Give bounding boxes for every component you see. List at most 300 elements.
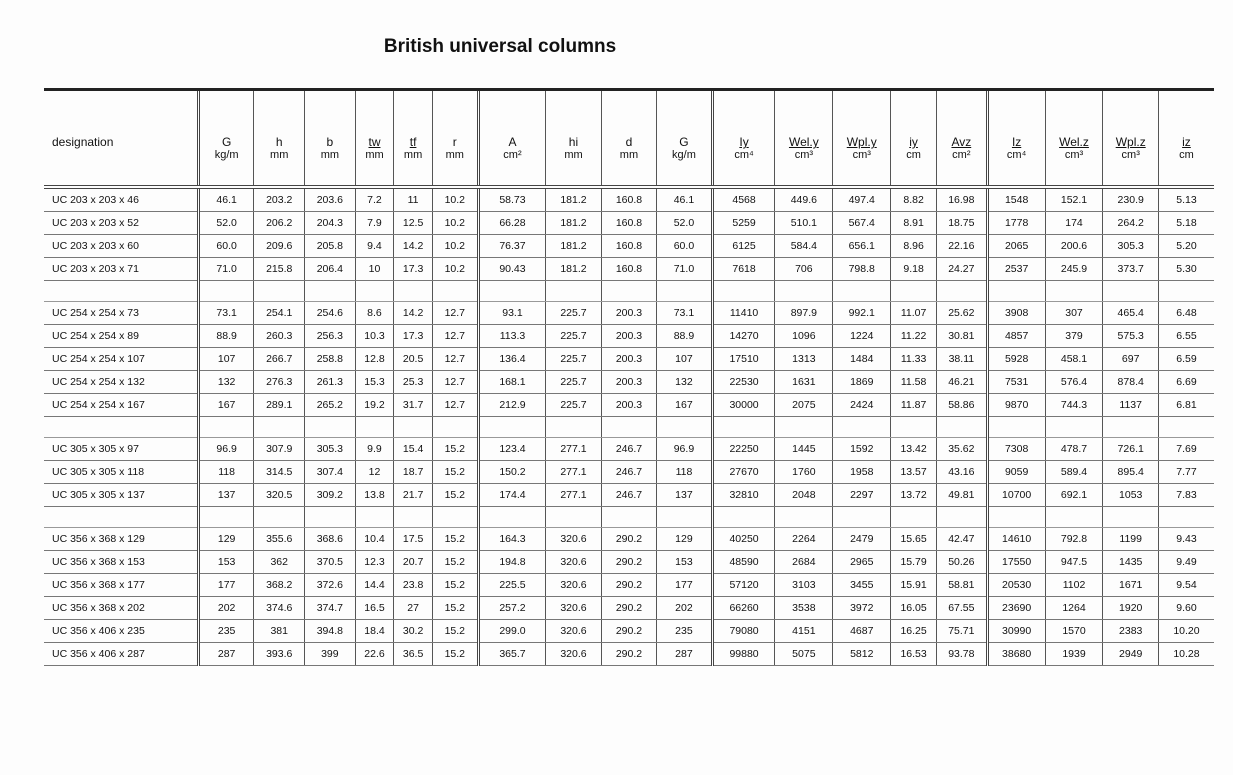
table-cell: 309.2 (305, 484, 356, 507)
table-cell: 2479 (833, 528, 891, 551)
designation-cell: UC 356 x 368 x 153 (44, 551, 198, 574)
table-cell: 22.6 (355, 643, 394, 666)
table-cell: 6125 (712, 235, 775, 258)
table-cell: 5.13 (1158, 187, 1214, 212)
column-header (1045, 91, 1103, 149)
table-cell: 370.5 (305, 551, 356, 574)
column-header (712, 91, 775, 149)
table-cell: 320.6 (546, 643, 601, 666)
sections-table (44, 88, 1214, 666)
table-cell: 52.0 (657, 212, 712, 235)
table-cell: 129 (657, 528, 712, 551)
table-cell: 290.2 (601, 597, 656, 620)
table-cell: 66.28 (478, 212, 546, 235)
column-unit: mm (254, 149, 305, 187)
table-cell: 58.86 (937, 394, 988, 417)
table-cell: 10.3 (355, 325, 394, 348)
table-cell: 320.6 (546, 620, 601, 643)
table-cell: 36.5 (394, 643, 433, 666)
table-cell: 10.2 (432, 187, 478, 212)
table-cell: 7531 (987, 371, 1045, 394)
header-units-row (44, 149, 1214, 187)
table-cell: 9870 (987, 394, 1045, 417)
table-cell: 177 (198, 574, 253, 597)
table-cell: 18.75 (937, 212, 988, 235)
table-cell: 798.8 (833, 258, 891, 281)
table-cell: 379 (1045, 325, 1103, 348)
table-cell: 225.7 (546, 394, 601, 417)
table-cell: 11.58 (891, 371, 937, 394)
table-cell: 2537 (987, 258, 1045, 281)
column-header (1103, 91, 1158, 149)
table-cell: 290.2 (601, 643, 656, 666)
table-cell: 9.49 (1158, 551, 1214, 574)
table-row (44, 394, 1214, 417)
table-cell: 374.6 (254, 597, 305, 620)
column-header-name: r (452, 135, 457, 149)
table-cell: 200.3 (601, 302, 656, 325)
table-cell: 1137 (1103, 394, 1158, 417)
table-cell: 362 (254, 551, 305, 574)
table-cell: 46.1 (198, 187, 253, 212)
table-cell: 5.18 (1158, 212, 1214, 235)
column-unit: cm (891, 149, 937, 187)
table-cell: 177 (657, 574, 712, 597)
table-cell: 209.6 (254, 235, 305, 258)
table-cell: 30.2 (394, 620, 433, 643)
table-cell: 15.2 (432, 438, 478, 461)
column-header-name: G (679, 135, 689, 149)
table-cell: 206.4 (305, 258, 356, 281)
table-row (44, 528, 1214, 551)
table-cell: 1939 (1045, 643, 1103, 666)
designation-cell: UC 203 x 203 x 52 (44, 212, 198, 235)
column-unit: mm (546, 149, 601, 187)
column-unit (44, 149, 198, 187)
table-cell: 200.3 (601, 371, 656, 394)
table-cell: 160.8 (601, 258, 656, 281)
table-row (44, 348, 1214, 371)
table-cell: 22.16 (937, 235, 988, 258)
table-row (44, 484, 1214, 507)
table-cell: 17.3 (394, 325, 433, 348)
table-cell: 205.8 (305, 235, 356, 258)
designation-cell: UC 356 x 406 x 235 (44, 620, 198, 643)
designation-cell: UC 356 x 368 x 177 (44, 574, 198, 597)
table-cell: 40250 (712, 528, 775, 551)
table-cell: 465.4 (1103, 302, 1158, 325)
table-cell: 277.1 (546, 484, 601, 507)
table-cell: 137 (657, 484, 712, 507)
table-cell: 320.6 (546, 597, 601, 620)
designation-cell: UC 356 x 406 x 287 (44, 643, 198, 666)
table-cell: 18.7 (394, 461, 433, 484)
table-cell: 1631 (775, 371, 833, 394)
table-cell: 15.2 (432, 484, 478, 507)
column-unit: mm (305, 149, 356, 187)
column-header (891, 91, 937, 149)
table-cell: 206.2 (254, 212, 305, 235)
column-unit: mm (355, 149, 394, 187)
table-cell: 13.72 (891, 484, 937, 507)
designation-cell: UC 305 x 305 x 97 (44, 438, 198, 461)
table-cell: 235 (657, 620, 712, 643)
table-cell: 6.55 (1158, 325, 1214, 348)
table-cell: 276.3 (254, 371, 305, 394)
table-cell: 11.07 (891, 302, 937, 325)
designation-cell: UC 254 x 254 x 107 (44, 348, 198, 371)
table-cell: 260.3 (254, 325, 305, 348)
table-cell: 246.7 (601, 438, 656, 461)
column-header-name: tw (368, 135, 381, 149)
table-cell: 692.1 (1045, 484, 1103, 507)
table-cell: 50.26 (937, 551, 988, 574)
table-cell: 264.2 (1103, 212, 1158, 235)
column-header (657, 91, 712, 149)
table-cell: 137 (198, 484, 253, 507)
table-cell: 150.2 (478, 461, 546, 484)
table-cell: 287 (198, 643, 253, 666)
table-cell: 15.79 (891, 551, 937, 574)
table-cell: 181.2 (546, 212, 601, 235)
table-cell: 230.9 (1103, 187, 1158, 212)
table-cell: 16.5 (355, 597, 394, 620)
table-cell: 589.4 (1045, 461, 1103, 484)
table-cell: 266.7 (254, 348, 305, 371)
table-cell: 15.2 (432, 461, 478, 484)
table-cell: 254.6 (305, 302, 356, 325)
table-cell: 365.7 (478, 643, 546, 666)
table-cell: 289.1 (254, 394, 305, 417)
table-cell: 576.4 (1045, 371, 1103, 394)
table-cell: 5812 (833, 643, 891, 666)
table-cell: 2065 (987, 235, 1045, 258)
table-cell: 1570 (1045, 620, 1103, 643)
table-cell: 374.7 (305, 597, 356, 620)
column-header-name: Iz (1011, 135, 1022, 149)
table-cell: 225.7 (546, 325, 601, 348)
column-unit: cm³ (833, 149, 891, 187)
table-row (44, 325, 1214, 348)
table-cell: 4857 (987, 325, 1045, 348)
table-cell: 12.5 (394, 212, 433, 235)
table-cell: 12.3 (355, 551, 394, 574)
column-header-name: Wpl.y (846, 135, 877, 149)
column-header-name: designation (52, 135, 114, 149)
table-cell: 5075 (775, 643, 833, 666)
table-cell: 381 (254, 620, 305, 643)
table-cell: 2383 (1103, 620, 1158, 643)
table-cell: 656.1 (833, 235, 891, 258)
table-cell: 73.1 (198, 302, 253, 325)
column-unit: cm³ (1103, 149, 1158, 187)
table-cell: 290.2 (601, 528, 656, 551)
table-cell: 584.4 (775, 235, 833, 258)
table-cell: 256.3 (305, 325, 356, 348)
table-cell: 9.18 (891, 258, 937, 281)
table-cell: 67.55 (937, 597, 988, 620)
table-cell: 25.62 (937, 302, 988, 325)
table-cell: 307 (1045, 302, 1103, 325)
table-cell: 181.2 (546, 235, 601, 258)
group-spacer-row (44, 281, 1214, 302)
designation-cell: UC 254 x 254 x 73 (44, 302, 198, 325)
table-cell: 58.81 (937, 574, 988, 597)
table-cell: 15.2 (432, 528, 478, 551)
table-cell: 510.1 (775, 212, 833, 235)
table-cell: 174.4 (478, 484, 546, 507)
table-cell: 168.1 (478, 371, 546, 394)
table-cell: 17510 (712, 348, 775, 371)
column-header (254, 91, 305, 149)
table-cell: 132 (198, 371, 253, 394)
table-cell: 167 (198, 394, 253, 417)
table-cell: 22530 (712, 371, 775, 394)
table-cell: 1548 (987, 187, 1045, 212)
table-cell: 726.1 (1103, 438, 1158, 461)
table-cell: 20530 (987, 574, 1045, 597)
column-unit: cm (1158, 149, 1214, 187)
table-row (44, 574, 1214, 597)
table-cell: 1224 (833, 325, 891, 348)
column-header-name: Wel.z (1059, 135, 1089, 149)
table-cell: 15.2 (432, 574, 478, 597)
table-cell: 160.8 (601, 187, 656, 212)
column-unit: mm (394, 149, 433, 187)
table-cell: 225.7 (546, 302, 601, 325)
table-cell: 9059 (987, 461, 1045, 484)
table-cell: 320.6 (546, 574, 601, 597)
table-cell: 258.8 (305, 348, 356, 371)
column-header-name: Iy (739, 135, 749, 149)
column-header-name: d (625, 135, 633, 149)
table-cell: 7.2 (355, 187, 394, 212)
table-cell: 895.4 (1103, 461, 1158, 484)
table-cell: 878.4 (1103, 371, 1158, 394)
page-title (0, 36, 1000, 58)
table-cell: 118 (657, 461, 712, 484)
table-cell: 2949 (1103, 643, 1158, 666)
table-cell: 153 (657, 551, 712, 574)
table-cell: 1313 (775, 348, 833, 371)
table-cell: 277.1 (546, 438, 601, 461)
table-row (44, 620, 1214, 643)
table-cell: 355.6 (254, 528, 305, 551)
table-cell: 1102 (1045, 574, 1103, 597)
table-cell: 38.11 (937, 348, 988, 371)
table-cell: 567.4 (833, 212, 891, 235)
table-cell: 11.87 (891, 394, 937, 417)
title-text: British universal columns (383, 36, 617, 57)
table-cell: 245.9 (1045, 258, 1103, 281)
column-unit: cm³ (1045, 149, 1103, 187)
table-cell: 5.20 (1158, 235, 1214, 258)
table-cell: 60.0 (657, 235, 712, 258)
table-cell: 7.83 (1158, 484, 1214, 507)
column-unit: kg/m (657, 149, 712, 187)
table-cell: 167 (657, 394, 712, 417)
table-cell: 14.2 (394, 235, 433, 258)
column-header (394, 91, 433, 149)
table-cell: 16.98 (937, 187, 988, 212)
table-cell: 46.21 (937, 371, 988, 394)
table-cell: 992.1 (833, 302, 891, 325)
table-cell: 75.71 (937, 620, 988, 643)
column-header (775, 91, 833, 149)
table-cell: 497.4 (833, 187, 891, 212)
table-cell: 27670 (712, 461, 775, 484)
table-cell: 373.7 (1103, 258, 1158, 281)
table-cell: 35.62 (937, 438, 988, 461)
table-cell: 320.5 (254, 484, 305, 507)
table-cell: 88.9 (198, 325, 253, 348)
table-cell: 13.8 (355, 484, 394, 507)
table-cell: 12.7 (432, 325, 478, 348)
column-header-name: Wpl.z (1115, 135, 1146, 149)
table-cell: 181.2 (546, 258, 601, 281)
table-cell: 20.7 (394, 551, 433, 574)
table-cell: 99880 (712, 643, 775, 666)
table-row (44, 461, 1214, 484)
table-cell: 3103 (775, 574, 833, 597)
table-cell: 200.6 (1045, 235, 1103, 258)
table-cell: 93.1 (478, 302, 546, 325)
table-cell: 6.81 (1158, 394, 1214, 417)
column-unit: mm (601, 149, 656, 187)
table-cell: 17550 (987, 551, 1045, 574)
table-cell: 160.8 (601, 235, 656, 258)
table-cell: 132 (657, 371, 712, 394)
table-row (44, 438, 1214, 461)
designation-cell: UC 356 x 368 x 202 (44, 597, 198, 620)
table-cell: 368.2 (254, 574, 305, 597)
table-cell: 15.2 (432, 551, 478, 574)
table-row (44, 212, 1214, 235)
column-header-name: b (326, 135, 334, 149)
table-cell: 1920 (1103, 597, 1158, 620)
table-cell: 107 (198, 348, 253, 371)
table-cell: 38680 (987, 643, 1045, 666)
table-cell: 235 (198, 620, 253, 643)
table-cell: 10.2 (432, 258, 478, 281)
table-cell: 25.3 (394, 371, 433, 394)
table-cell: 5259 (712, 212, 775, 235)
column-header (44, 91, 198, 149)
table-cell: 13.42 (891, 438, 937, 461)
table-cell: 113.3 (478, 325, 546, 348)
column-unit: cm³ (775, 149, 833, 187)
table-cell: 174 (1045, 212, 1103, 235)
column-unit: cm⁴ (987, 149, 1045, 187)
column-header-name: A (508, 135, 517, 149)
table-cell: 246.7 (601, 461, 656, 484)
table-cell: 88.9 (657, 325, 712, 348)
column-header-name: iy (909, 135, 918, 149)
table-cell: 368.6 (305, 528, 356, 551)
table-cell: 307.4 (305, 461, 356, 484)
table-cell: 12.7 (432, 302, 478, 325)
table-cell: 449.6 (775, 187, 833, 212)
table-cell: 202 (657, 597, 712, 620)
table-cell: 9.43 (1158, 528, 1214, 551)
table-row (44, 302, 1214, 325)
column-header (1158, 91, 1214, 149)
table-row (44, 643, 1214, 666)
table-cell: 23.8 (394, 574, 433, 597)
table-cell: 6.59 (1158, 348, 1214, 371)
table-cell: 212.9 (478, 394, 546, 417)
table-cell: 17.3 (394, 258, 433, 281)
column-unit: kg/m (198, 149, 253, 187)
table-cell: 3455 (833, 574, 891, 597)
table-cell: 6.48 (1158, 302, 1214, 325)
table-cell: 22250 (712, 438, 775, 461)
table-cell: 93.78 (937, 643, 988, 666)
table-cell: 42.47 (937, 528, 988, 551)
table-cell: 947.5 (1045, 551, 1103, 574)
table-cell: 399 (305, 643, 356, 666)
table-cell: 8.82 (891, 187, 937, 212)
table-cell: 320.6 (546, 551, 601, 574)
table-cell: 66260 (712, 597, 775, 620)
table-cell: 194.8 (478, 551, 546, 574)
table-cell: 136.4 (478, 348, 546, 371)
table-cell: 7308 (987, 438, 1045, 461)
table-row (44, 187, 1214, 212)
column-header-name: h (275, 135, 283, 149)
column-header (546, 91, 601, 149)
table-cell: 290.2 (601, 574, 656, 597)
table-cell: 79080 (712, 620, 775, 643)
table-cell: 1671 (1103, 574, 1158, 597)
table-cell: 706 (775, 258, 833, 281)
table-cell: 1484 (833, 348, 891, 371)
table-cell: 225.5 (478, 574, 546, 597)
table-cell: 16.05 (891, 597, 937, 620)
designation-cell: UC 356 x 368 x 129 (44, 528, 198, 551)
table-cell: 18.4 (355, 620, 394, 643)
table-cell: 160.8 (601, 212, 656, 235)
table-cell: 2965 (833, 551, 891, 574)
table-cell: 90.43 (478, 258, 546, 281)
table-cell: 118 (198, 461, 253, 484)
table-row (44, 371, 1214, 394)
table-cell: 9.4 (355, 235, 394, 258)
column-header (833, 91, 891, 149)
table-cell: 1778 (987, 212, 1045, 235)
table-cell: 17.5 (394, 528, 433, 551)
table-cell: 49.81 (937, 484, 988, 507)
table-cell: 9.54 (1158, 574, 1214, 597)
table-cell: 27 (394, 597, 433, 620)
table-cell: 200.3 (601, 348, 656, 371)
table-cell: 257.2 (478, 597, 546, 620)
table-cell: 200.3 (601, 394, 656, 417)
column-header-name: Wel.y (788, 135, 819, 149)
table-cell: 2684 (775, 551, 833, 574)
table-cell: 153 (198, 551, 253, 574)
table-cell: 9.60 (1158, 597, 1214, 620)
table-cell: 14.2 (394, 302, 433, 325)
table-cell: 3972 (833, 597, 891, 620)
table-cell: 1096 (775, 325, 833, 348)
table-cell: 12.7 (432, 394, 478, 417)
column-unit: mm (432, 149, 478, 187)
table-cell: 12.8 (355, 348, 394, 371)
column-header (478, 91, 546, 149)
table-cell: 48590 (712, 551, 775, 574)
table-cell: 15.4 (394, 438, 433, 461)
